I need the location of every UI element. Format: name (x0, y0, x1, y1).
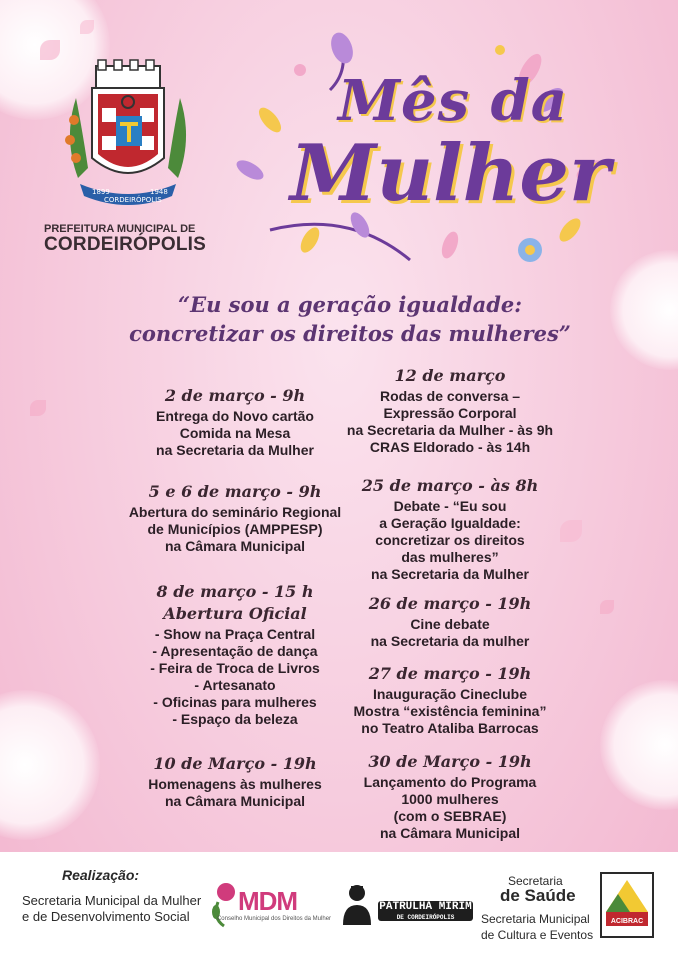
prefeitura-label: PREFEITURA MUNICIPAL DE (44, 223, 196, 235)
sec-saude-line-1: Secretaria (508, 874, 563, 888)
title-line-1: Mês da (338, 68, 569, 134)
event-date: 5 e 6 de março - 9h (148, 482, 322, 501)
petal (80, 20, 94, 34)
crest-year-left: 1899 (92, 188, 110, 196)
event-date: 2 de março - 9h (164, 386, 306, 405)
sec-mulher-line-2: e de Desenvolvimento Social (22, 909, 190, 924)
event-right-1 (335, 366, 565, 456)
event-line: na Câmara Municipal (164, 538, 306, 554)
crest-year-right: 1948 (150, 188, 168, 196)
event-line: (com o SEBRAE) (393, 808, 507, 824)
event-line: Expressão Corporal (383, 405, 517, 421)
event-line: 1000 mulheres (401, 791, 499, 807)
event-right-4 (335, 664, 565, 737)
sec-mulher-line-1: Secretaria Municipal da Mulher (22, 893, 202, 908)
event-left-1 (110, 386, 360, 459)
event-date: 30 de Março - 19h (368, 752, 532, 771)
event-line: Rodas de conversa – (379, 388, 521, 404)
patrulha-title: PATRULHA MIRIM (379, 901, 472, 913)
patrulha-person-icon (340, 883, 374, 925)
event-line: na Secretaria da Mulher (156, 442, 314, 458)
event-line: - Feira de Troca de Livros (150, 660, 320, 676)
city-crest-icon (58, 58, 198, 218)
event-line: - Apresentação de dança (152, 643, 318, 659)
event-line: a Geração Igualdade: (379, 515, 521, 531)
event-date: 12 de março (394, 366, 506, 385)
prefeitura-city: CORDEIRÓPOLIS (44, 234, 207, 255)
flower-right-top (610, 250, 678, 370)
event-line: das mulheres” (401, 549, 499, 565)
event-line: - Oficinas para mulheres (153, 694, 317, 710)
event-line: Mostra “existência feminina” (353, 703, 547, 719)
event-line: Debate - “Eu sou (393, 498, 507, 514)
event-date: 25 de março - às 8h (361, 476, 539, 495)
mdm-wordmark: MDM (238, 886, 298, 916)
petal (600, 600, 614, 614)
event-date: 8 de março - 15 h (156, 582, 314, 601)
event-line: na Secretaria da Mulher - às 9h (346, 422, 554, 438)
patrulha-mirim-logo (378, 901, 473, 921)
realizacao-label: Realização: (62, 867, 140, 883)
quote-line-1: “Eu sou a geração igualdade: (177, 292, 523, 317)
event-line: - Espaço da beleza (172, 711, 298, 727)
event-line: Comida na Mesa (179, 425, 291, 441)
event-line: na Secretaria da mulher (370, 633, 530, 649)
event-right-3 (340, 594, 560, 650)
acibrac-label: ACIBRAC (610, 918, 644, 925)
sec-cultura-line-1: Secretaria Municipal (481, 912, 590, 926)
flower-left-bottom (0, 690, 100, 840)
event-line: de Municípios (AMPPESP) (147, 521, 323, 537)
event-line: na Câmara Municipal (379, 825, 521, 841)
patrulha-subtitle: DE CORDEIRÓPOLIS (396, 914, 455, 921)
event-date: 10 de Março - 19h (153, 754, 317, 773)
event-line: Homenagens às mulheres (148, 776, 322, 792)
mdm-subtitle: Conselho Municipal dos Direitos da Mulher (216, 916, 332, 922)
event-line: CRAS Eldorado - às 14h (369, 439, 531, 455)
event-right-5 (340, 752, 560, 842)
flower-right-bottom (600, 680, 678, 810)
acibrac-logo-icon (600, 872, 654, 938)
event-line: Inauguração Cineclube (372, 686, 528, 702)
event-line: no Teatro Ataliba Barrocas (361, 720, 539, 736)
petal (560, 520, 582, 542)
event-date: 26 de março - 19h (368, 594, 532, 613)
event-line: - Artesanato (194, 677, 276, 693)
sec-cultura-line-2: de Cultura e Eventos (481, 928, 594, 942)
petal (30, 400, 46, 416)
theme-quote (100, 290, 600, 348)
event-left-2 (100, 482, 370, 555)
event-date: 27 de março - 19h (368, 664, 532, 683)
quote-line-2: concretizar os direitos das mulheres” (129, 321, 571, 346)
event-line: concretizar os direitos (375, 532, 525, 548)
crest-banner: CORDEIRÓPOLIS (104, 196, 162, 204)
title-line-2: Mulher (290, 128, 611, 219)
petal (40, 40, 60, 60)
sec-saude-line-2: de Saúde (500, 886, 576, 905)
event-right-2 (340, 476, 560, 583)
event-left-3 (110, 582, 360, 728)
event-line: Abertura do seminário Regional (128, 504, 342, 520)
event-line: - Show na Praça Central (154, 626, 316, 642)
event-line: Lançamento do Programa (363, 774, 537, 790)
event-subtitle: Abertura Oficial (163, 604, 307, 623)
event-left-4 (110, 754, 360, 810)
event-line: na Secretaria da Mulher (371, 566, 529, 582)
event-line: na Câmara Municipal (164, 793, 306, 809)
event-line: Cine debate (410, 616, 490, 632)
event-line: Entrega do Novo cartão (156, 408, 314, 424)
